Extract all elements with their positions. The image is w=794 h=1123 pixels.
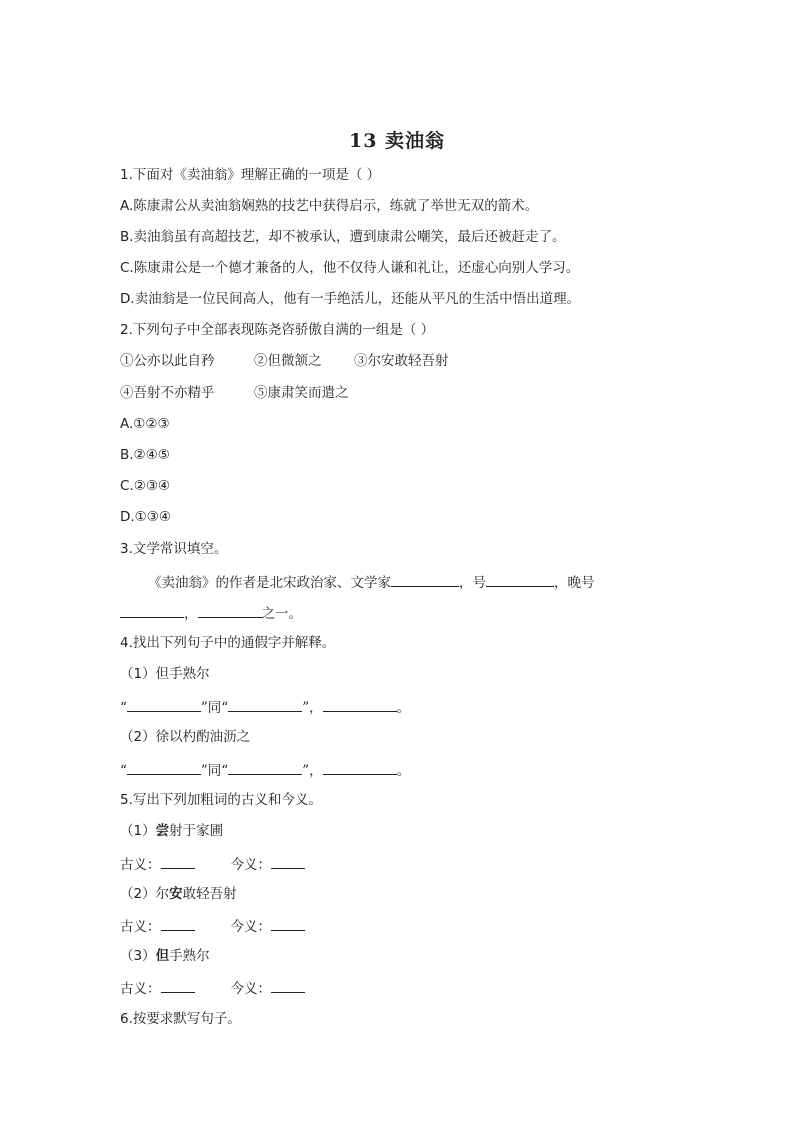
q3-line-1 xyxy=(148,572,595,592)
q3-text-4: ， xyxy=(184,606,198,622)
q1-stem: 1.下面对《卖油翁》理解正确的一项是（ ） xyxy=(120,167,381,183)
q3-line-2 xyxy=(120,603,302,623)
q5-item-2-post: 敢轻吾射 xyxy=(182,886,237,902)
q4-blank-2b[interactable] xyxy=(228,760,302,775)
q2-option-c: C.②③④ xyxy=(120,478,171,494)
q1-option-b: B.卖油翁虽有高超技艺，却不被承认，遭到康肃公嘲笑，最后还被赶走了。 xyxy=(120,229,566,245)
q6-stem: 6.按要求默写句子。 xyxy=(120,1011,241,1027)
q2-stem: 2.下列句子中全部表现陈尧咨骄傲自满的一组是（ ） xyxy=(120,322,435,338)
q4-open-quote: “ xyxy=(120,700,127,716)
q5-answer-3 xyxy=(120,978,305,998)
q4-close: ”， xyxy=(302,700,323,716)
q3-blank-1[interactable] xyxy=(391,572,459,587)
q5-answer-2 xyxy=(120,916,305,936)
q4-open-quote: “ xyxy=(120,763,127,779)
q5-stem: 5.写出下列加粗词的古义和今义。 xyxy=(120,792,322,808)
jin-label: 今义： xyxy=(230,919,271,935)
q1-option-c: C.陈康肃公是一个德才兼备的人，他不仅待人谦和礼让，还虚心向别人学习。 xyxy=(120,260,580,276)
q4-end: 。 xyxy=(396,763,411,779)
q3-text-5: 之一。 xyxy=(261,606,302,622)
q5-item-1-post: 射于家圃 xyxy=(169,823,224,839)
q5-item-3-bold: 但 xyxy=(155,948,170,964)
jin-label: 今义： xyxy=(230,857,271,873)
q5-item-1 xyxy=(120,822,223,840)
q4-mid: ”同“ xyxy=(200,700,229,716)
q1-option-d: D.卖油翁是一位民间高人，他有一手绝活儿，还能从平凡的生活中悟出道理。 xyxy=(120,291,581,307)
q3-text-2: ，号 xyxy=(459,575,486,591)
q5-item-3-pre: （3） xyxy=(120,948,156,964)
q5-item-1-pre: （1） xyxy=(120,823,156,839)
q4-blank-1b[interactable] xyxy=(228,697,302,712)
q2-item-3: ③尔安敢轻吾射 xyxy=(354,353,449,369)
q3-text-1: 《卖油翁》的作者是北宋政治家、文学家 xyxy=(148,575,391,591)
q4-stem: 4.找出下列句子中的通假字并解释。 xyxy=(120,635,336,651)
q4-end: 。 xyxy=(396,700,411,716)
jin-label: 今义： xyxy=(230,981,271,997)
q4-blank-2c[interactable] xyxy=(323,760,397,775)
q4-answer-2 xyxy=(120,760,410,780)
q2-option-a: A.①②③ xyxy=(120,416,170,432)
q2-item-5: ⑤康肃笑而遣之 xyxy=(254,385,349,401)
q5-jin-blank-1[interactable] xyxy=(271,854,305,869)
gu-label: 古义： xyxy=(120,919,161,935)
q5-item-2 xyxy=(120,885,237,903)
q4-close: ”， xyxy=(302,763,323,779)
page-title: 13 卖油翁 xyxy=(348,130,446,152)
q4-item-1: （1）但手熟尔 xyxy=(120,666,210,682)
q4-blank-1c[interactable] xyxy=(323,697,397,712)
q2-items-row-1 xyxy=(120,352,449,370)
q2-item-4: ④吾射不亦精乎 xyxy=(120,385,215,401)
q5-answer-1 xyxy=(120,854,305,874)
q4-answer-1 xyxy=(120,697,410,717)
q5-item-2-bold: 安 xyxy=(169,886,183,902)
q5-jin-blank-2[interactable] xyxy=(271,916,305,931)
q4-item-2: （2）徐以杓酌油沥之 xyxy=(120,729,251,745)
q5-item-3 xyxy=(120,947,210,965)
q2-option-d: D.①③④ xyxy=(120,509,171,525)
q5-gu-blank-2[interactable] xyxy=(161,916,195,931)
q5-item-2-pre: （2）尔 xyxy=(120,886,170,902)
q5-jin-blank-3[interactable] xyxy=(271,978,305,993)
q5-item-3-post: 手熟尔 xyxy=(169,948,210,964)
q5-gu-blank-1[interactable] xyxy=(161,854,195,869)
q2-item-1: ①公亦以此自矜 xyxy=(120,353,215,369)
q5-item-1-bold: 尝 xyxy=(155,823,170,839)
q3-text-3: ，晚号 xyxy=(554,575,595,591)
q1-option-a: A.陈康肃公从卖油翁娴熟的技艺中获得启示，练就了举世无双的箭术。 xyxy=(120,198,539,214)
q3-blank-2[interactable] xyxy=(486,572,554,587)
q3-blank-4[interactable] xyxy=(198,603,262,618)
gu-label: 古义： xyxy=(120,857,161,873)
q2-items-row-2 xyxy=(120,384,349,402)
q2-option-b: B.②④⑤ xyxy=(120,447,170,463)
q4-blank-1a[interactable] xyxy=(127,697,201,712)
q5-gu-blank-3[interactable] xyxy=(161,978,195,993)
q3-stem: 3.文学常识填空。 xyxy=(120,541,228,557)
q4-mid: ”同“ xyxy=(200,763,229,779)
q4-blank-2a[interactable] xyxy=(127,760,201,775)
q3-blank-3[interactable] xyxy=(120,603,184,618)
q2-item-2: ②但微颔之 xyxy=(254,353,322,369)
gu-label: 古义： xyxy=(120,981,161,997)
